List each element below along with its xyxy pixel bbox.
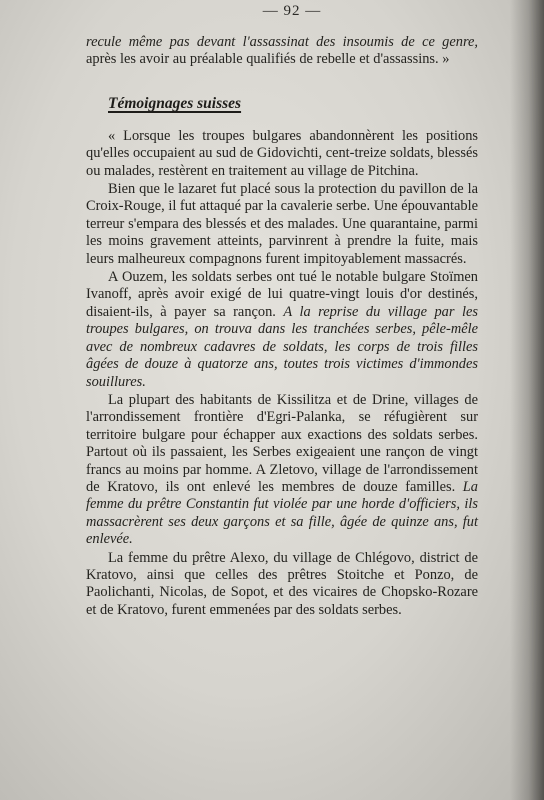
paragraph-ouzem-italic: A la reprise du village par les troupes bulgares, on trouva dans les tranchées serbes, pêle-mêle avec de nombreux cadavres de soldats, les corps de trois filles âgées de douze à quatorze ans, toutes trois victimes d'immondes souillures.	[86, 303, 478, 390]
intro-text: après les avoir au préalable qualifiés de rebelle et d'assassins. »	[86, 51, 450, 68]
page-body	[86, 34, 478, 619]
paragraph-ouzem	[86, 269, 478, 391]
page-number: — 92 —	[262, 3, 322, 19]
paragraph-pitchina: « Lorsque les troupes bulgares abandonnèrent les positions qu'elles occupaient au sud de Gidovichti, cent-treize soldats, blessés ou malades, restèrent en traitement au village de Pitchina.	[86, 127, 478, 179]
paragraph-ouzem-text: A Ouzem, les soldats serbes ont tué le notable bulgare Stoïmen Ivanoff, après avoir exigé de lui quatre-vingt louis d'or destinés, disaient-ils, à payer sa rançon.	[86, 269, 478, 320]
intro-paragraph	[86, 34, 478, 69]
binding-shadow	[510, 0, 544, 800]
paragraph-kissilitza	[86, 392, 478, 549]
paragraph-lazaret: Bien que le lazaret fut placé sous la protection du pavillon de la Croix-Rouge, il fut attaqué par la cavalerie serbe. Une épouvantable terreur s'empara des blessés et des malades. Une quarantaine, parmi les moins gravement atteints, parvinrent à prendre la fuite, mais leurs malheureux compagnons furent impitoyablement massacrés.	[86, 181, 478, 267]
paragraph-kissilitza-text: La plupart des habitants de Kissilitza et de Drine, villages de l'arrondissement frontière d'Egri-Palanka, se réfugièrent sur territoire bulgare pour échapper aux exactions des soldats serbes. Partout où ils passaient, les Serbes exigeaient une rançon de vingt francs au moins par homme. A Zletovo, village de l'arrondissement de Kratovo, ils ont enlevé les membres de douze familles.	[86, 391, 478, 495]
section-title: Témoignages suisses	[108, 94, 242, 112]
intro-italic-text: recule même pas devant l'assassinat des insoumis de ce genre,	[86, 34, 478, 50]
paragraph-kissilitza-italic: La femme du prêtre Constantin fut violée par une horde d'officiers, ils massacrèrent ses deux garçons et sa fille, âgée de quinze ans, fut enlevée.	[86, 478, 478, 548]
paragraph-alexo: La femme du prêtre Alexo, du village de Chlégovo, district de Kratovo, ainsi que celles des prêtres Stoitche et Ponzo, de Paolichanti, Nicolas, de Sopot, et des vicaires de Chopsko-Rozare et de Kratovo, furent emmenées par des soldats serbes.	[86, 549, 478, 618]
